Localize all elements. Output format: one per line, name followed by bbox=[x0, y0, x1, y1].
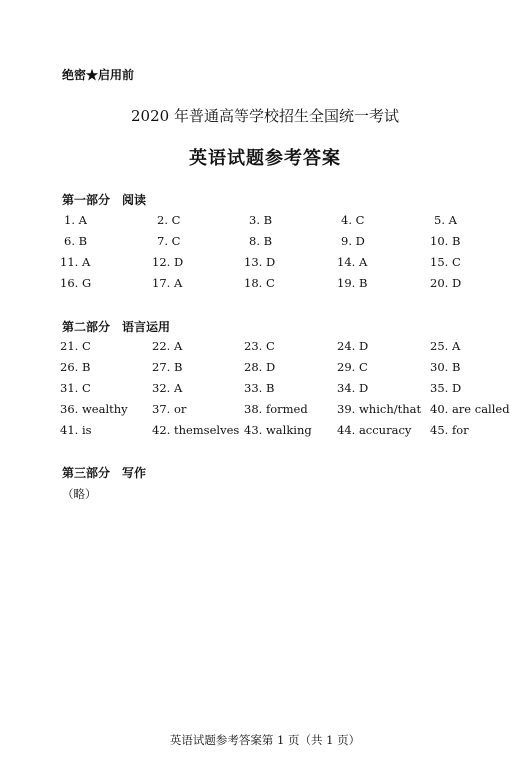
answer-item: 22. A bbox=[152, 339, 183, 353]
answer-row bbox=[0, 234, 530, 252]
confidential-label: 绝密★启用前 bbox=[62, 68, 135, 82]
answer-row bbox=[0, 360, 530, 378]
answer-item: 26. B bbox=[60, 360, 91, 374]
answer-item: 10. B bbox=[430, 234, 461, 248]
answer-item: 16. G bbox=[60, 276, 92, 290]
answer-item: 20. D bbox=[430, 276, 462, 290]
answer-item: 11. A bbox=[60, 255, 91, 269]
section-2-heading: 第二部分 语言运用 bbox=[62, 320, 171, 334]
answer-item: 4. C bbox=[341, 213, 365, 227]
answer-item: 44. accuracy bbox=[337, 423, 412, 437]
answer-item: 14. A bbox=[337, 255, 368, 269]
answer-item: 12. D bbox=[152, 255, 184, 269]
answer-item: 21. C bbox=[60, 339, 91, 353]
section-1-heading: 第一部分 阅读 bbox=[62, 193, 147, 207]
page-footer: 英语试题参考答案第 1 页（共 1 页） bbox=[169, 733, 361, 747]
answer-item: 42. themselves bbox=[152, 423, 240, 437]
answer-row bbox=[0, 423, 530, 441]
answer-item: 41. is bbox=[60, 423, 92, 437]
answer-item: 18. C bbox=[244, 276, 275, 290]
answer-item: 25. A bbox=[430, 339, 461, 353]
answer-item: 6. B bbox=[64, 234, 88, 248]
answer-item: 2. C bbox=[157, 213, 181, 227]
answer-item: 27. B bbox=[152, 360, 183, 374]
answer-row bbox=[0, 339, 530, 357]
answer-row bbox=[0, 276, 530, 294]
answer-item: 7. C bbox=[157, 234, 181, 248]
answer-item: 13. D bbox=[244, 255, 276, 269]
answer-item: 32. A bbox=[152, 381, 183, 395]
answer-item: 39. which/that bbox=[337, 402, 422, 416]
answer-item: 40. are called bbox=[430, 402, 510, 416]
document-subtitle: 英语试题参考答案 bbox=[189, 148, 341, 169]
answer-item: 43. walking bbox=[244, 423, 312, 437]
answer-item: 36. wealthy bbox=[60, 402, 128, 416]
answer-item: 28. D bbox=[244, 360, 276, 374]
answer-row bbox=[0, 213, 530, 231]
answer-item: 5. A bbox=[434, 213, 457, 227]
writing-note: （略） bbox=[62, 487, 97, 501]
answer-item: 34. D bbox=[337, 381, 369, 395]
answer-row bbox=[0, 381, 530, 399]
answer-item: 30. B bbox=[430, 360, 461, 374]
answer-item: 23. C bbox=[244, 339, 275, 353]
answer-item: 31. C bbox=[60, 381, 91, 395]
section-3-heading: 第三部分 写作 bbox=[62, 466, 147, 480]
answer-item: 45. for bbox=[430, 423, 469, 437]
answer-item: 33. B bbox=[244, 381, 275, 395]
answer-item: 38. formed bbox=[244, 402, 308, 416]
answer-item: 35. D bbox=[430, 381, 462, 395]
answer-item: 1. A bbox=[64, 213, 87, 227]
answer-item: 29. C bbox=[337, 360, 368, 374]
answer-item: 17. A bbox=[152, 276, 183, 290]
answer-item: 24. D bbox=[337, 339, 369, 353]
answer-row bbox=[0, 255, 530, 273]
answer-item: 37. or bbox=[152, 402, 187, 416]
answer-item: 8. B bbox=[249, 234, 273, 248]
answer-item: 3. B bbox=[249, 213, 273, 227]
exam-title: 2020 年普通高等学校招生全国统一考试 bbox=[131, 107, 399, 125]
answer-item: 9. D bbox=[341, 234, 365, 248]
answer-item: 19. B bbox=[337, 276, 368, 290]
answer-row bbox=[0, 402, 530, 420]
answer-item: 15. C bbox=[430, 255, 461, 269]
